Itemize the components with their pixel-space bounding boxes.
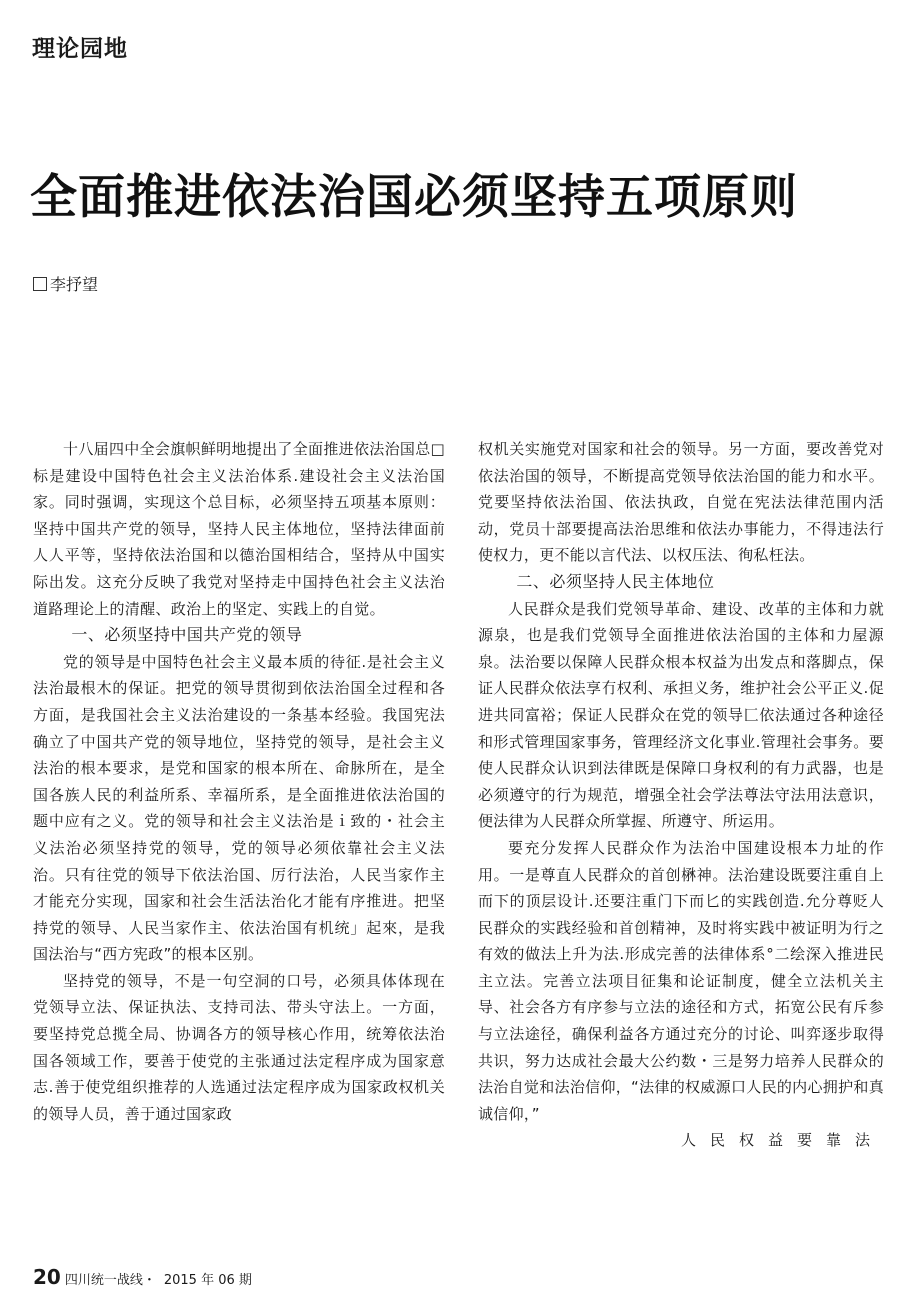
paragraph: 党的领导是中国特色社会主义最本质的待征.是社会主义法治最根木的保证。把党的领导贯彻到依法治国全过程和各方面，是我国社会主义法治建设的一条基本经验。我国宪法确立了中国共产党的领导地位，坚持党的领导，是社会主义法治的根本要求，是党和国家的根本所在、命脉所在，是全国各族人民的利益所系、幸福所系，是全面推进依法治国的题中应有之义。党的领导和社会主义法治是ｉ致的・社会主义法治必须坚持党的领导，党的领导必须依靠社会主义法治。只有往党的领导下依法治国、厉行法治，人民当家作主才能充分实现，国家和社会生活法治化才能有序推进。把坚持党的领导、人民当家作主、依法治国有机统」起來，是我国法治与“西方宪政”的根本区别。 <box>33 652 445 964</box>
magazine-name: 四川统一战线・ <box>64 1273 156 1288</box>
section-heading: 一、必须坚持中国共产党的领导 <box>71 625 303 645</box>
left-column <box>33 436 445 1248</box>
paragraph: 人民群众是我们党领导革命、建设、改革的主体和力就源泉，也是我们党领导全面推进依法治国的主体和力屋源泉。法治要以保障人民群众根本权益为出发点和落脚点，保证人民群众依法享冇权利、承担义务，维护社会公平正义.促进共同富裕；保证人民群众在党的领导匚依法通过各种途径和形式管理国家事务，管理经济文化事业.管理社会事务。要使人民群众认识到法律既是保障口身权利的有力武器，也是必须遵守的行为规范，增强全社会学法尊法守法用法意识，便法律为人民群众所掌握、所遵守、所运用。 <box>478 599 884 831</box>
issue-info: 2015 年 06 期 <box>163 1273 252 1288</box>
page-footer <box>33 1265 252 1289</box>
article-title: 全面推进依法治国必须坚持五项原则 <box>30 170 798 225</box>
paragraph: 坚持党的领导，不是一句空洞的口号，必须具体体现在党领导立法、保证执法、支持司法、带头守法上。一方面，要坚持党总揽全局、协调各方的领导核心作用，统筹依法治国各领域工作，要善于使党的主张通过法定程序成为国家意志.善于使党组织推荐的人选通过法定程序成为国家政权机关的领导人员，善于通过国家政 <box>33 971 445 1123</box>
author-name: 李抒望 <box>50 275 99 294</box>
section-label: 理论园地 <box>32 36 128 62</box>
paragraph: 权机关实施党对国家和社会的领导。另一方面，要改善党对依法治国的领导，不断提高党领导依法治国的能力和水平。党要坚持依法治国、依法执政，自觉在宪法法律范围内活动，党员十部要提高法治思维和依法办事能力，不得违法行使权力，更不能以言代法、以权压法、徇私枉法。 <box>478 440 884 565</box>
paragraph: 要充分发挥人民群众作为法治中国建设根本力址的作用。一是尊直人民群众的首创楙神。法治建设既要注重自上而下的顶层设计.还要注重门下而匕的实践创造.允分尊贬人民群众的实践经验和首创精神，及时将实践中被证明为行之有效的做法上升为法.形成完善的法律体系°二绘深入推进民主立法。完善立法项目征集和论证制度，健全立法机关主导、社会各方有序参与立法的途径和方式，拓宽公民有斥参与立法途径，确保利益各方通过充分的讨论、叫弈逐步取得共识，努力达成社会最大公约数・三是努力培养人民群众的法治自觉和法治信仰，“法律的权威源口人民的内心拥护和真诚信仰，” <box>478 838 884 1123</box>
author-byline <box>33 272 98 295</box>
paragraph: 十八届四中全会旗帜鲜明地提出了全面推进依法治国总□标是建设中国特色社会主义法治体系.建设社会主义法治国家。同时强调，实现这个总目标，必须坚持五项基本原则：坚持中国共产党的领导，坚持人民主体地位，坚持法律面前人人平等，坚持依法治国和以德治国相结合，坚持从中国实际出发。这充分反映了我党对坚持走中国持色社会主义法治道路理论上的清醒、政治上的坚定、实践上的自觉。 <box>33 440 445 618</box>
paragraph-tail: 人民权益要靠法 <box>680 1131 884 1150</box>
section-heading: 二、必须坚持人民主体地位 <box>516 571 715 591</box>
page-number: 20 <box>33 1265 61 1289</box>
right-column <box>478 436 884 1248</box>
square-box-icon <box>33 277 47 291</box>
